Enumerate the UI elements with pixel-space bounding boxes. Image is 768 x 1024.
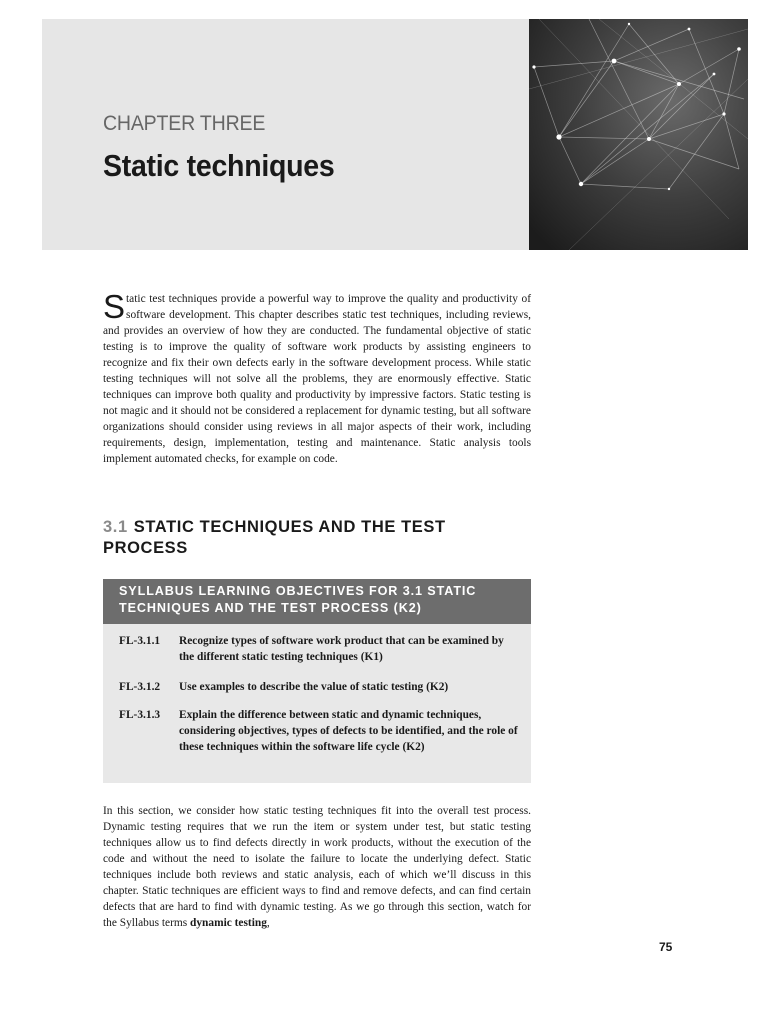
objective-text: Explain the difference between static and dynamic techniques, considering objectives, types of defects to be identified, and the role of these techniques within the software life cycle (K2)	[179, 709, 518, 753]
objective-text: Use examples to describe the value of static testing (K2)	[179, 681, 449, 693]
objectives-header: SYLLABUS LEARNING OBJECTIVES FOR 3.1 STATIC TECHNIQUES AND THE TEST PROCESS (K2)	[103, 579, 531, 624]
objective-item	[119, 633, 519, 665]
section-title: STATIC TECHNIQUES AND THE TEST PROCESS	[103, 518, 446, 557]
objective-code: FL-3.1.1	[119, 635, 161, 647]
objective-code: FL-3.1.2	[119, 681, 161, 693]
body-text: In this section, we consider how static testing techniques fit into the overall test process. Dynamic testing requires that we run the item or system under test, but static testing techniques allow us to find defects directly in work products, without the execution of the code and without the need to isolate the failure to locate the underlying defect. Static techniques include both reviews and static analysis, each of which we’ll discuss in this chapter. Static techniques are efficient ways to find and remove defects, and can find certain defects that are hard to find with dynamic testing. As we go through this section, watch for the Syllabus terms	[103, 805, 531, 929]
objective-text: Recognize types of software work product that can be examined by the different static testing techniques (K1)	[179, 635, 504, 663]
objective-item	[119, 707, 519, 755]
objective-item	[119, 679, 519, 695]
drop-cap: S	[103, 288, 126, 325]
section-heading	[103, 517, 523, 559]
network-graphic-image	[529, 19, 748, 250]
body-trailing: ,	[266, 917, 270, 929]
learning-objectives-box	[103, 579, 531, 783]
section-number: 3.1	[103, 518, 128, 536]
chapter-title: Static techniques	[103, 148, 335, 183]
syllabus-term: dynamic testing	[190, 917, 267, 929]
page-number: 75	[659, 940, 673, 954]
intro-text: tatic test techniques provide a powerful way to improve the quality and productivity of software development. This chapter describes static test techniques, including reviews, and provides an overview of how they are conducted. The fundamental objective of static testing is to improve the quality of software work products by assisting engineers to recognize and fix their own defects early in the software development process. While static testing techniques will not solve all the problems, they are enormously effective. Static techniques can improve both quality and productivity by impressive factors. Static testing is not magic and it should not be considered a replacement for dynamic testing, but all software organizations should consider using reviews in all major aspects of their work, including requirements, design, implementation, testing and maintenance. Static analysis tools implement automated checks, for example on code.	[103, 293, 531, 465]
network-graphic	[529, 19, 748, 250]
objective-code: FL-3.1.3	[119, 709, 161, 721]
chapter-label: CHAPTER THREE	[103, 112, 266, 135]
intro-paragraph	[103, 288, 531, 467]
body-paragraph	[103, 803, 531, 931]
